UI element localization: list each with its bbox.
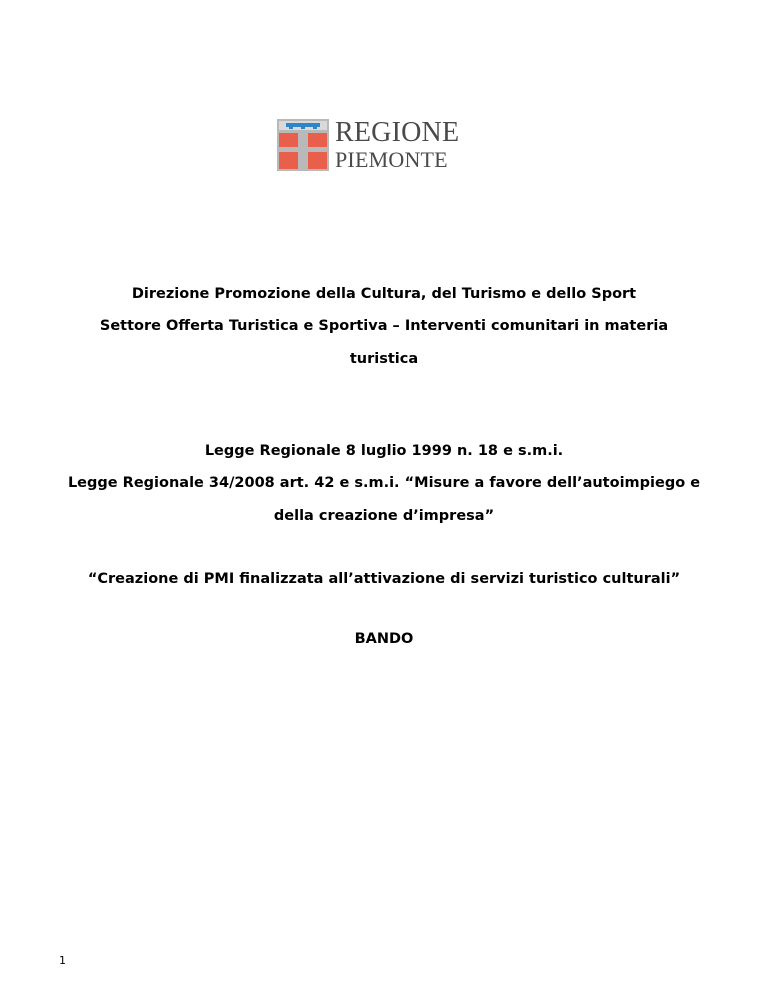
regione-piemonte-logo (277, 119, 469, 171)
coat-of-arms-icon (277, 119, 329, 171)
settore-heading-line2: turistica (349, 351, 419, 367)
settore-heading-line1: Settore Offerta Turistica e Sportiva – Interventi comunitari in materia (99, 318, 669, 334)
law-reference-2-line2: della creazione d’impresa” (273, 508, 495, 524)
logo-text-piemonte: PIEMONTE (335, 147, 448, 172)
logo-wordmark (335, 119, 459, 171)
document-title: “Creazione di PMI finalizzata all’attivazione di servizi turistico culturali” (87, 571, 681, 587)
law-reference-2-line1: Legge Regionale 34/2008 art. 42 e s.m.i. “Misure a favore dell’autoimpiego e (67, 475, 701, 491)
document-type-label: BANDO (354, 631, 414, 647)
page-number: 1 (59, 954, 66, 967)
logo-text-regione: REGIONE (335, 117, 460, 148)
law-reference-1: Legge Regionale 8 luglio 1999 n. 18 e s.m.i. (204, 443, 564, 459)
direzione-heading: Direzione Promozione della Cultura, del Turismo e dello Sport (131, 286, 637, 302)
